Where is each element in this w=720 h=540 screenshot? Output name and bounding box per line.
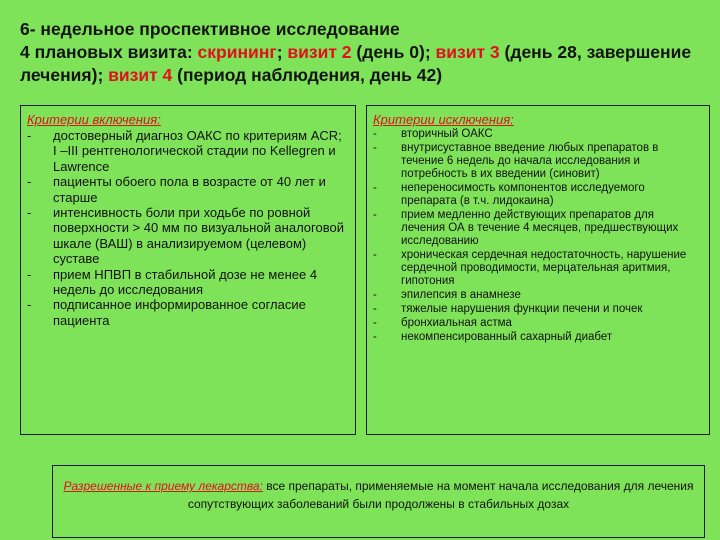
- exclusion-item: [373, 303, 701, 316]
- exclusion-item-text: вторичный ОАКС: [401, 128, 493, 140]
- title-line-1: 6- недельное проспективное исследование: [20, 19, 400, 39]
- visit-2: визит 2: [287, 42, 352, 62]
- allowed-medications-box: [52, 465, 705, 538]
- list-dash: -: [27, 205, 32, 221]
- exclusion-criteria-box: [366, 105, 710, 435]
- visit-3-detail: (день 28, завершение лечения);: [20, 42, 692, 85]
- inclusion-title: Критерии включения:: [27, 112, 161, 127]
- inclusion-criteria-box: [20, 105, 356, 435]
- exclusion-item-text: эпилепсия в анамнезе: [401, 289, 521, 301]
- list-dash: -: [373, 209, 377, 221]
- inclusion-item: [27, 297, 347, 328]
- visits-prefix: 4 плановых визита:: [20, 42, 198, 62]
- inclusion-item-text: подписанное информированное согласие пациента: [53, 297, 306, 328]
- list-dash: -: [373, 317, 377, 329]
- list-dash: -: [373, 249, 377, 261]
- list-dash: -: [373, 182, 377, 194]
- exclusion-title: Критерии исключения:: [373, 112, 514, 127]
- inclusion-item-text: пациенты обоего пола в возрасте от 40 лет и старше: [53, 174, 326, 205]
- inclusion-item-text: интенсивность боли при ходьбе по ровной поверхности > 40 мм по визуальной аналоговой шкале (ВАШ) в анализируемом (целевом) суставе: [53, 205, 344, 267]
- inclusion-item: [27, 205, 347, 267]
- exclusion-item: [373, 209, 701, 248]
- list-dash: -: [373, 331, 377, 343]
- list-dash: -: [27, 128, 32, 143]
- visit-screening: скрининг: [197, 42, 277, 62]
- exclusion-item: [373, 289, 701, 302]
- exclusion-item-text: внутрисуставное введение любых препаратов в течение 6 недель до начала исследования и потребность в их введении (синовит): [401, 142, 659, 180]
- exclusion-item: [373, 317, 701, 330]
- visit-separator: ;: [276, 42, 288, 62]
- exclusion-item: [373, 182, 701, 208]
- allowed-medications-label: Разрешенные к приему лекарства:: [63, 479, 263, 493]
- inclusion-item: [27, 174, 347, 205]
- exclusion-item-text: хроническая сердечная недостаточность, нарушение сердечной проводимости, мерцательная аритмия, гипотония: [401, 249, 687, 287]
- exclusion-item: [373, 249, 701, 288]
- inclusion-list: [27, 128, 347, 328]
- exclusion-item-text: тяжелые нарушения функции печени и почек: [401, 303, 643, 315]
- list-dash: -: [373, 303, 377, 315]
- visit-2-detail: (день 0);: [351, 42, 436, 62]
- list-dash: -: [27, 266, 32, 282]
- inclusion-item-text: достоверный диагноз ОАКС по критериям ACR; I –III рентгенологической стадии по Kellegren и Lawrence: [53, 128, 342, 174]
- inclusion-item-text: прием НПВП в стабильной дозе не менее 4 недель до исследования: [53, 266, 318, 298]
- inclusion-item: [27, 128, 347, 174]
- exclusion-item: [373, 331, 701, 344]
- exclusion-item-text: бронхиальная астма: [401, 317, 512, 329]
- list-dash: -: [373, 289, 377, 301]
- exclusion-list: [373, 128, 701, 344]
- list-dash: -: [27, 174, 32, 190]
- visit-4: визит 4: [108, 65, 173, 85]
- visit-4-detail: (период наблюдения, день 42): [172, 65, 443, 85]
- exclusion-item-text: непереносимость компонентов исследуемого препарата (в т.ч. лидокаина): [401, 182, 645, 207]
- exclusion-item: [373, 128, 701, 141]
- slide-title: [20, 18, 710, 87]
- list-dash: -: [373, 142, 377, 154]
- allowed-medications-text: [61, 477, 696, 513]
- exclusion-item-text: некомпенсированный сахарный диабет: [401, 331, 613, 343]
- list-dash: -: [27, 297, 32, 313]
- inclusion-item: [27, 267, 347, 298]
- list-dash: -: [373, 128, 377, 140]
- exclusion-item-text: прием медленно действующих препаратов для лечения ОА в течение 4 месяцев, предшествующих исследованию: [401, 209, 679, 247]
- exclusion-item: [373, 142, 701, 181]
- allowed-medications-description: все препараты, применяемые на момент начала исследования для лечения сопутствующих заболеваний были продолжены в стабильных дозах: [187, 479, 694, 511]
- visit-3: визит 3: [435, 42, 500, 62]
